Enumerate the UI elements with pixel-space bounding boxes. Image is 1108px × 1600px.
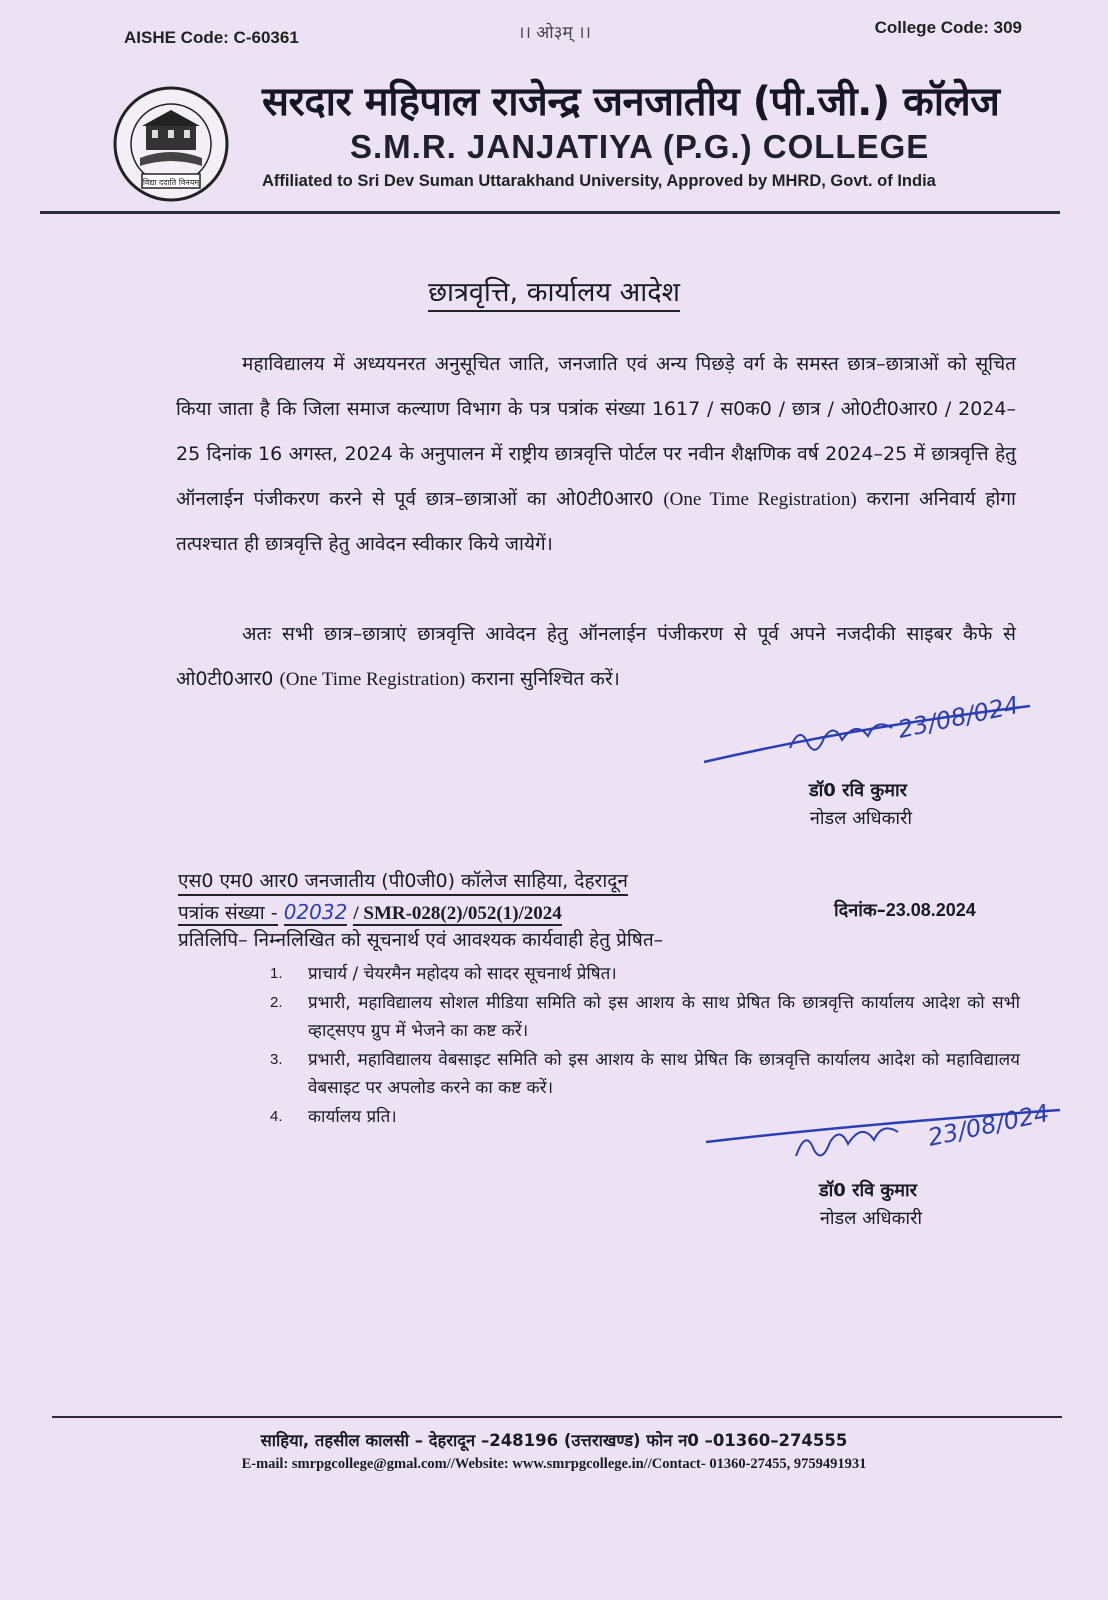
handwritten-signature-2 bbox=[700, 1080, 1080, 1180]
college-seal-logo bbox=[96, 86, 246, 206]
invocation: ।। ओ३म् ।। bbox=[518, 23, 591, 43]
header-divider bbox=[40, 211, 1060, 214]
list-item bbox=[270, 989, 1020, 1045]
list-item-number: 4. bbox=[270, 1108, 283, 1125]
list-item-text: प्रभारी, महाविद्यालय वेबसाइट समिति को इस आशय के साथ प्रेषित कि छात्रवृत्ति कार्यालय आदेश को महाविद्यालय वेबसाइट पर अपलोड करने का कष्ट करें। bbox=[308, 1050, 1020, 1098]
dispatch-college-line: एस0 एम0 आर0 जनजातीय (पी0जी0) कॉलेज साहिया, देहरादून bbox=[178, 868, 628, 896]
paragraph-1-english: (One Time Registration) bbox=[663, 489, 857, 510]
paragraph-2-text-b: कराना सुनिश्चित करें। bbox=[471, 668, 620, 690]
copy-to-line: प्रतिलिपि– निम्नलिखित को सूचनार्थ एवं आवश्यक कार्यवाही हेतु प्रेषित– bbox=[178, 929, 664, 951]
list-item-text: प्रभारी, महाविद्यालय सोशल मीडिया समिति को इस आशय के साथ प्रेषित कि छात्रवृत्ति कार्यालय आदेश को सभी व्हाट्सएप ग्रुप में भेजने का कष्ट करें। bbox=[308, 993, 1020, 1041]
signature-1-date: 23/08/024 bbox=[895, 690, 1022, 744]
footer-address: साहिया, तहसील कालसी – देहरादून –248196 (उत्तराखण्ड) फोन न0 –01360–274555 bbox=[260, 1431, 848, 1450]
college-title-english: S.M.R. JANJATIYA (P.G.) COLLEGE bbox=[350, 128, 930, 165]
dispatch-date bbox=[834, 898, 976, 922]
patrank-row bbox=[178, 898, 562, 928]
college-code: College Code: 309 bbox=[874, 18, 1022, 37]
list-item-text: कार्यालय प्रति। bbox=[308, 1107, 397, 1127]
affiliation-line: Affiliated to Sri Dev Suman Uttarakhand University, Approved by MHRD, Govt. of India bbox=[262, 172, 936, 190]
dispatch-date-value: 23.08.2024 bbox=[885, 900, 976, 920]
document-heading bbox=[0, 272, 1108, 309]
signatory-2-designation: नोडल अधिकारी bbox=[819, 1208, 923, 1229]
patrank-label: पत्रांक संख्या - bbox=[178, 902, 278, 924]
paragraph-1-text-a: महाविद्यालय में अध्ययनरत अनुसूचित जाति, जनजाति एवं अन्य पिछड़े वर्ग के समस्त छात्र–छात्राओं को सूचित किया जाता है कि जिला समाज कल्याण विभाग के पत्र पत्रांक संख्या 1617 / स0क0 / छात्र / ओ0टी0आर0 / 2024–25 दिनांक 16 अगस्त, 2024 के अनुपालन में राष्ट्रीय छात्रवृत्ति पोर्टल पर नवीन शैक्षणिक वर्ष 2024–25 में छात्रवृत्ति हेतु ऑनलाईन पंजीकरण करने से पूर्व छात्र–छात्राओं का ओ0टी0आर0 bbox=[176, 353, 1016, 510]
aishe-code: AISHE Code: C-60361 bbox=[124, 28, 299, 47]
signature-2-date: 23/08/024 bbox=[925, 1098, 1052, 1152]
college-title-hindi: सरदार महिपाल राजेन्द्र जनजातीय (पी.जी.) कॉलेज bbox=[262, 79, 1000, 125]
paragraph-1 bbox=[176, 342, 1016, 567]
list-item bbox=[270, 960, 1020, 988]
handwritten-signature-1 bbox=[700, 686, 1060, 786]
seal-motto: विद्या ददाति विनयम् bbox=[142, 178, 200, 187]
patrank-handwritten-number: 02032 bbox=[283, 900, 348, 924]
list-item-number: 2. bbox=[270, 994, 283, 1011]
document-heading-text: छात्रवृत्ति, कार्यालय आदेश bbox=[428, 277, 680, 312]
list-item-number: 3. bbox=[270, 1051, 283, 1068]
dispatch-date-label: दिनांक– bbox=[834, 900, 886, 921]
list-item-number: 1. bbox=[270, 965, 283, 982]
signatory-1-designation: नोडल अधिकारी bbox=[809, 808, 913, 829]
footer-contact: E-mail: smrpgcollege@gmal.com//Website: www.smrpgcollege.in//Contact- 01360-27455, 9759491931 bbox=[241, 1456, 867, 1472]
paragraph-2-text-a: अतः सभी छात्र–छात्राएं छात्रवृत्ति आवेदन हेतु ऑनलाईन पंजीकरण से पूर्व अपने नजदीकी साइबर कैफे से ओ0टी0आर0 bbox=[176, 623, 1016, 690]
paragraph-2-english: (One Time Registration) bbox=[279, 669, 466, 690]
footer-divider bbox=[52, 1416, 1062, 1418]
list-item-text: प्राचार्य / चेयरमैन महोदय को सादर सूचनार्थ प्रेषित। bbox=[308, 964, 617, 984]
paragraph-1-text-b: कराना अनिवार्य होगा तत्पश्चात ही छात्रवृत्ति हेतु आवेदन स्वीकार किये जायेगें। bbox=[176, 488, 1016, 555]
signatory-1-name: डॉ0 रवि कुमार bbox=[809, 780, 907, 801]
patrank-code: / SMR-028(2)/052(1)/2024 bbox=[353, 903, 562, 924]
signatory-2-name: डॉ0 रवि कुमार bbox=[819, 1180, 917, 1201]
